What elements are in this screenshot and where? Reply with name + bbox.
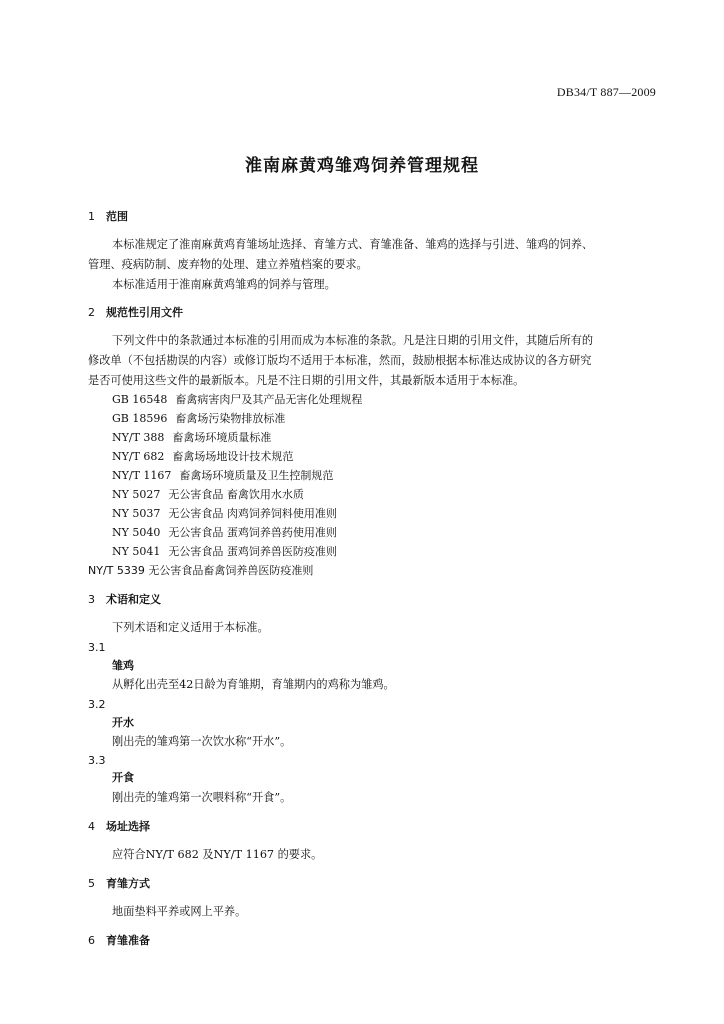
term-definition: 从孵化出壳至42日龄为育雏期，育雏期内的鸡称为雏鸡。 [112, 678, 395, 691]
section-title: 育雏方式 [106, 877, 150, 890]
term-number: 3.2 [88, 698, 106, 711]
document-title: 淮南麻黄鸡雏鸡饲养管理规程 [245, 156, 479, 176]
reference-name: 畜禽场环境质量及卫生控制规范 [179, 469, 334, 482]
reference-name: 畜禽场污染物排放标准 [175, 412, 286, 425]
section-title: 规范性引用文件 [106, 306, 183, 319]
section-title: 场址选择 [106, 820, 150, 833]
paragraph: 是否可使用这些文件的最新版本。凡是不注日期的引用文件，其最新版本适用于本标准。 [88, 374, 525, 387]
reference-name: 畜禽场场地设计技术规范 [172, 450, 294, 463]
document-code: DB34/T 887—2009 [556, 85, 656, 99]
reference-code: NY 5037 [112, 507, 161, 520]
reference-item [112, 431, 271, 445]
reference-code: GB 16548 [112, 393, 168, 406]
section-3-heading [88, 593, 161, 607]
section-title: 范围 [106, 210, 128, 223]
reference-code: NY 5027 [112, 488, 161, 501]
reference-name: 无公害食品 畜禽饮用水水质 [168, 488, 304, 501]
paragraph: 下列文件中的条款通过本标准的引用而成为本标准的条款。凡是注日期的引用文件，其随后所有的 [112, 334, 594, 347]
term-definition: 刚出壳的雏鸡第一次饮水称“开水”。 [112, 735, 292, 748]
reference-code: NY/T 388 [112, 431, 165, 444]
reference-code: NY/T 1167 [112, 469, 172, 482]
reference-item [112, 545, 337, 559]
reference-item [112, 450, 293, 464]
reference-item [112, 393, 362, 407]
section-title: 术语和定义 [106, 593, 161, 606]
reference-item [112, 526, 337, 540]
reference-item: NY/T 5339 无公害食品畜禽饲养兽医防疫准则 [88, 564, 314, 577]
reference-name: 无公害食品 蛋鸡饲养兽医防疫准则 [168, 545, 337, 558]
reference-item [112, 488, 304, 502]
reference-code: GB 18596 [112, 412, 168, 425]
section-4-heading [88, 820, 150, 834]
section-number: 3 [88, 593, 95, 606]
section-number: 1 [88, 210, 95, 223]
paragraph: 本标准适用于淮南麻黄鸡雏鸡的饲养与管理。 [112, 278, 336, 291]
reference-code: NY 5041 [112, 545, 161, 558]
term-number: 3.3 [88, 754, 106, 767]
term-name: 开食 [112, 771, 134, 784]
term-name: 开水 [112, 716, 134, 729]
reference-name: 畜禽场环境质量标准 [172, 431, 272, 444]
term-number: 3.1 [88, 641, 106, 654]
paragraph: 应符合NY/T 682 及NY/T 1167 的要求。 [112, 848, 323, 861]
reference-item [112, 412, 285, 426]
section-1-heading [88, 210, 128, 224]
section-number: 2 [88, 306, 95, 319]
section-5-heading [88, 877, 150, 891]
section-2-heading [88, 306, 183, 320]
term-definition: 刚出壳的雏鸡第一次喂料称“开食”。 [112, 791, 292, 804]
reference-name: 畜禽病害肉尸及其产品无害化处理规程 [175, 393, 363, 406]
reference-code: NY 5040 [112, 526, 161, 539]
paragraph: 下列术语和定义适用于本标准。 [112, 621, 269, 634]
section-number: 4 [88, 820, 95, 833]
term-name: 雏鸡 [112, 659, 134, 672]
section-title: 育雏准备 [106, 934, 150, 947]
paragraph: 修改单（不包括勘误的内容）或修订版均不适用于本标准，然而，鼓励根据本标准达成协议的各方研究 [88, 354, 592, 367]
paragraph: 地面垫料平养或网上平养。 [112, 905, 247, 918]
section-number: 6 [88, 934, 95, 947]
section-6-heading [88, 934, 150, 948]
reference-item [112, 469, 333, 483]
paragraph: 管理、疫病防制、废弃物的处理、建立养殖档案的要求。 [88, 258, 368, 271]
reference-code: NY/T 682 [112, 450, 165, 463]
section-number: 5 [88, 877, 95, 890]
reference-name: 无公害食品 蛋鸡饲养兽药使用准则 [168, 526, 337, 539]
reference-name: 无公害食品 肉鸡饲养饲料使用准则 [168, 507, 337, 520]
reference-item [112, 507, 337, 521]
paragraph: 本标准规定了淮南麻黄鸡育雏场址选择、育雏方式、育雏准备、雏鸡的选择与引进、雏鸡的饲养、 [112, 238, 594, 251]
